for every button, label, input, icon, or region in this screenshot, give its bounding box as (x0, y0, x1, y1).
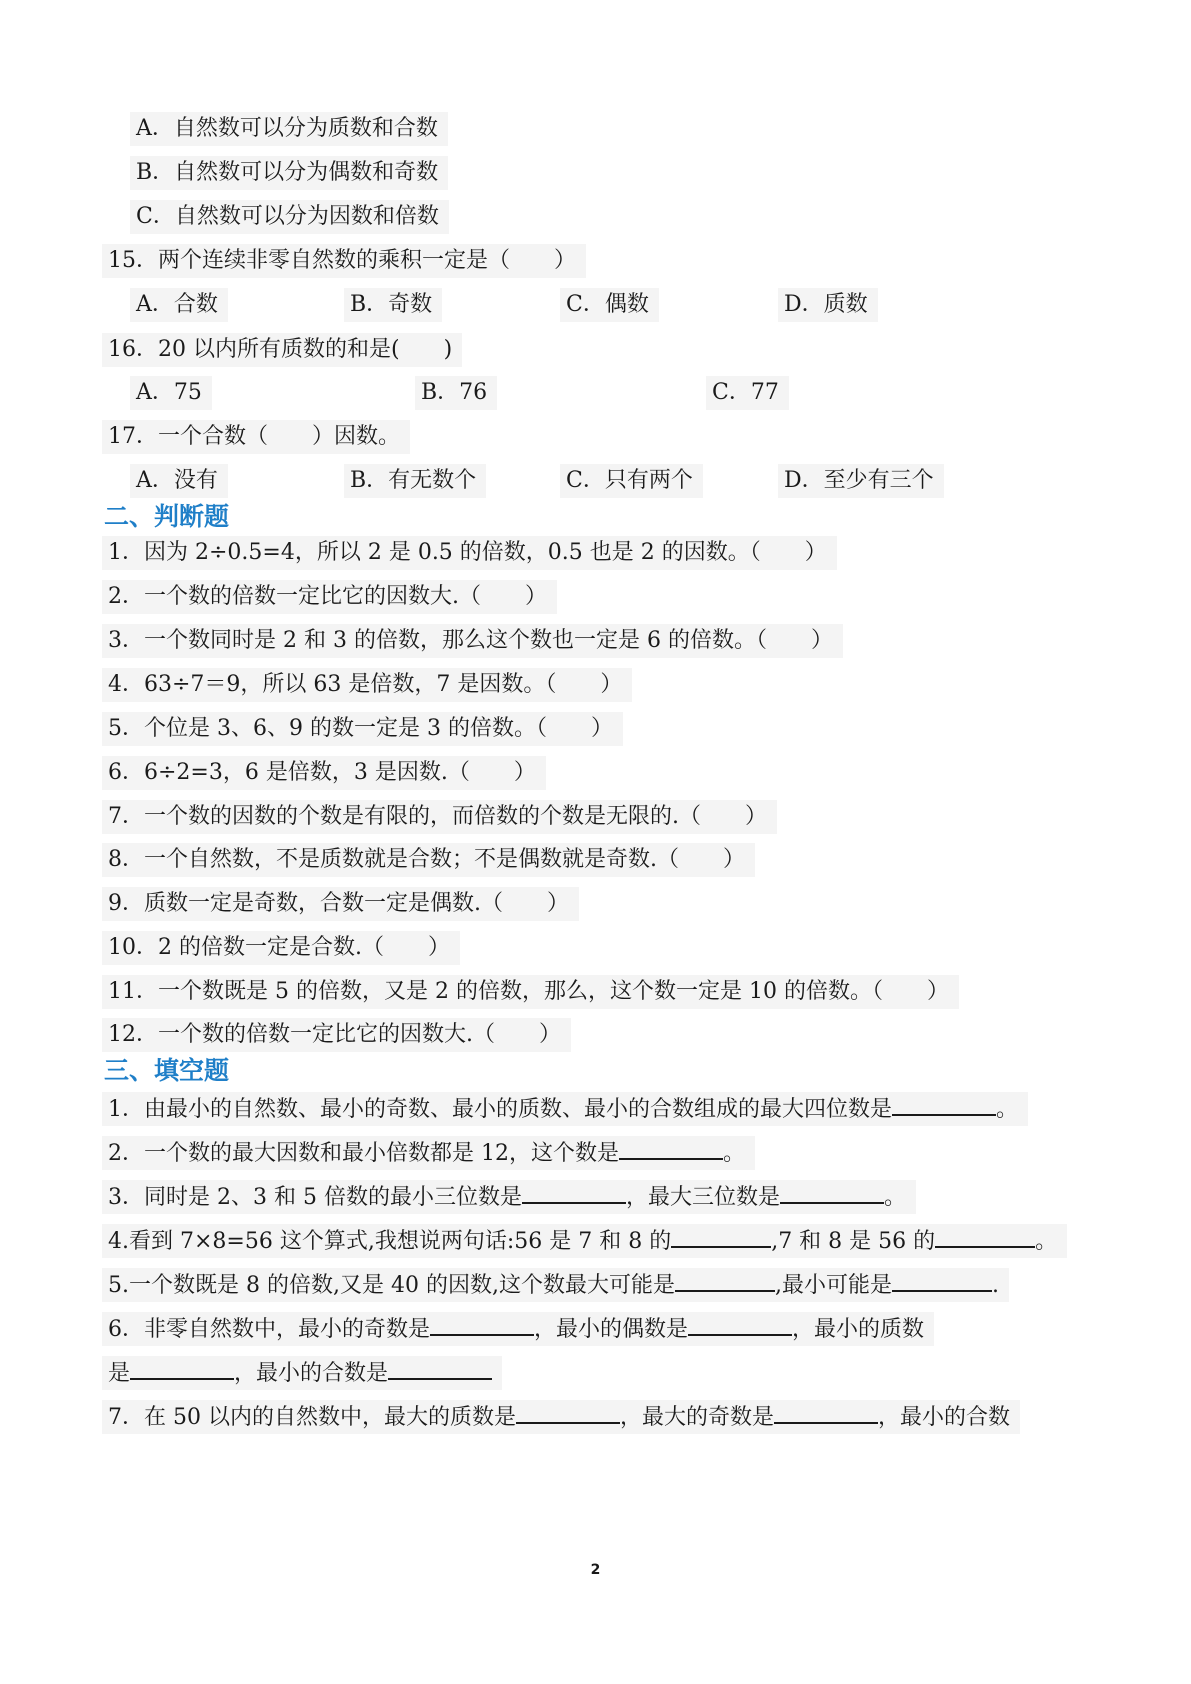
judgment-item-12: 12．一个数的倍数一定比它的因数大.（ ） (102, 1018, 571, 1052)
fill-item-1-end: 。 (996, 1097, 1019, 1122)
answer-blank[interactable] (388, 1356, 492, 1380)
q15-option-b: B．奇数 (344, 288, 442, 322)
judgment-item-8: 8．一个自然数，不是质数就是合数；不是偶数就是奇数.（ ） (102, 843, 755, 877)
q17-option-a: A．没有 (130, 464, 228, 498)
judgment-item-2: 2．一个数的倍数一定比它的因数大.（ ） (102, 580, 557, 614)
q16-stem: 16．20 以内所有质数的和是( ) (102, 333, 462, 367)
fill-item-3-text: 3．同时是 2、3 和 5 倍数的最小三位数是 (108, 1185, 522, 1210)
fill-item-5-mid: ,最小可能是 (774, 1273, 892, 1298)
judgment-item-5: 5．个位是 3、6、9 的数一定是 3 的倍数。（ ） (102, 712, 623, 746)
fill-item-2 (102, 1136, 755, 1170)
answer-blank[interactable] (935, 1224, 1035, 1248)
q14-option-a: A．自然数可以分为质数和合数 (130, 112, 448, 146)
q16-option-a: A．75 (130, 376, 212, 410)
judgment-item-11: 11．一个数既是 5 的倍数，又是 2 的倍数，那么，这个数一定是 10 的倍数。（ ） (102, 975, 959, 1009)
q15-option-d: D．质数 (778, 288, 878, 322)
answer-blank[interactable] (522, 1180, 626, 1204)
fill-item-3-end: 。 (883, 1185, 906, 1210)
judgment-item-10: 10．2 的倍数一定是合数.（ ） (102, 931, 460, 965)
fill-item-4-mid: ,7 和 8 是 56 的 (771, 1229, 936, 1254)
fill-item-2-end: 。 (723, 1141, 746, 1166)
fill-item-6 (102, 1312, 934, 1346)
answer-blank[interactable] (619, 1136, 723, 1160)
judgment-item-7: 7．一个数的因数的个数是有限的，而倍数的个数是无限的.（ ） (102, 800, 777, 834)
page-number: 2 (590, 1562, 601, 1578)
fill-item-6-text: 6．非零自然数中，最小的奇数是 (108, 1317, 430, 1342)
q14-option-c: C．自然数可以分为因数和倍数 (130, 200, 449, 234)
q17-option-c: C．只有两个 (560, 464, 703, 498)
judgment-item-9: 9．质数一定是奇数，合数一定是偶数.（ ） (102, 887, 579, 921)
fill-item-6-end: ，最小的质数 (792, 1317, 925, 1342)
answer-blank[interactable] (780, 1180, 884, 1204)
q16-option-b: B．76 (415, 376, 497, 410)
fill-item-4-end: 。 (1035, 1229, 1058, 1254)
section-heading-judgment: 二、判断题 (104, 502, 230, 531)
fill-item-6-mid: ，最小的偶数是 (534, 1317, 689, 1342)
q15-option-a: A．合数 (130, 288, 228, 322)
section-heading-fill-blank: 三、填空题 (104, 1056, 230, 1085)
answer-blank[interactable] (430, 1312, 534, 1336)
fill-item-6-cont-text: 是 (108, 1361, 131, 1386)
fill-item-7 (102, 1400, 1020, 1434)
q16-option-c: C．77 (706, 376, 789, 410)
fill-item-1 (102, 1092, 1028, 1126)
q15-stem: 15．两个连续非零自然数的乘积一定是（ ） (102, 244, 586, 278)
answer-blank[interactable] (892, 1268, 992, 1292)
fill-item-5-text: 5.一个数既是 8 的倍数,又是 40 的因数,这个数最大可能是 (108, 1273, 675, 1298)
fill-item-7-text: 7．在 50 以内的自然数中，最大的质数是 (108, 1405, 516, 1430)
fill-item-3 (102, 1180, 916, 1214)
q15-option-c: C．偶数 (560, 288, 659, 322)
answer-blank[interactable] (892, 1092, 996, 1116)
answer-blank[interactable] (675, 1268, 775, 1292)
answer-blank[interactable] (516, 1400, 620, 1424)
q17-option-b: B．有无数个 (344, 464, 486, 498)
answer-blank[interactable] (774, 1400, 878, 1424)
judgment-item-6: 6．6÷2=3，6 是倍数，3 是因数.（ ） (102, 756, 546, 790)
answer-blank[interactable] (130, 1356, 234, 1380)
fill-item-7-end: ，最小的合数 (878, 1405, 1011, 1430)
judgment-item-4: 4．63÷7＝9，所以 63 是倍数，7 是因数。（ ） (102, 668, 632, 702)
q14-option-b: B．自然数可以分为偶数和奇数 (130, 156, 448, 190)
answer-blank[interactable] (688, 1312, 792, 1336)
fill-item-6-cont (102, 1356, 502, 1390)
fill-item-5 (102, 1268, 1009, 1302)
q17-stem: 17．一个合数（ ）因数。 (102, 420, 410, 454)
fill-item-1-text: 1．由最小的自然数、最小的奇数、最小的质数、最小的合数组成的最大四位数是 (108, 1097, 892, 1122)
fill-item-2-text: 2．一个数的最大因数和最小倍数都是 12，这个数是 (108, 1141, 619, 1166)
q17-option-d: D．至少有三个 (778, 464, 944, 498)
fill-item-4 (102, 1224, 1067, 1258)
fill-item-6-cont-mid: ，最小的合数是 (234, 1361, 389, 1386)
fill-item-4-text: 4.看到 7×8=56 这个算式,我想说两句话:56 是 7 和 8 的 (108, 1229, 672, 1254)
answer-blank[interactable] (671, 1224, 771, 1248)
fill-item-5-end: . (991, 1273, 999, 1298)
fill-item-7-mid: ，最大的奇数是 (619, 1405, 774, 1430)
judgment-item-3: 3．一个数同时是 2 和 3 的倍数，那么这个数也一定是 6 的倍数。（ ） (102, 624, 843, 658)
judgment-item-1: 1．因为 2÷0.5=4，所以 2 是 0.5 的倍数，0.5 也是 2 的因数。（ ） (102, 536, 837, 570)
fill-item-3-mid: ，最大三位数是 (625, 1185, 780, 1210)
